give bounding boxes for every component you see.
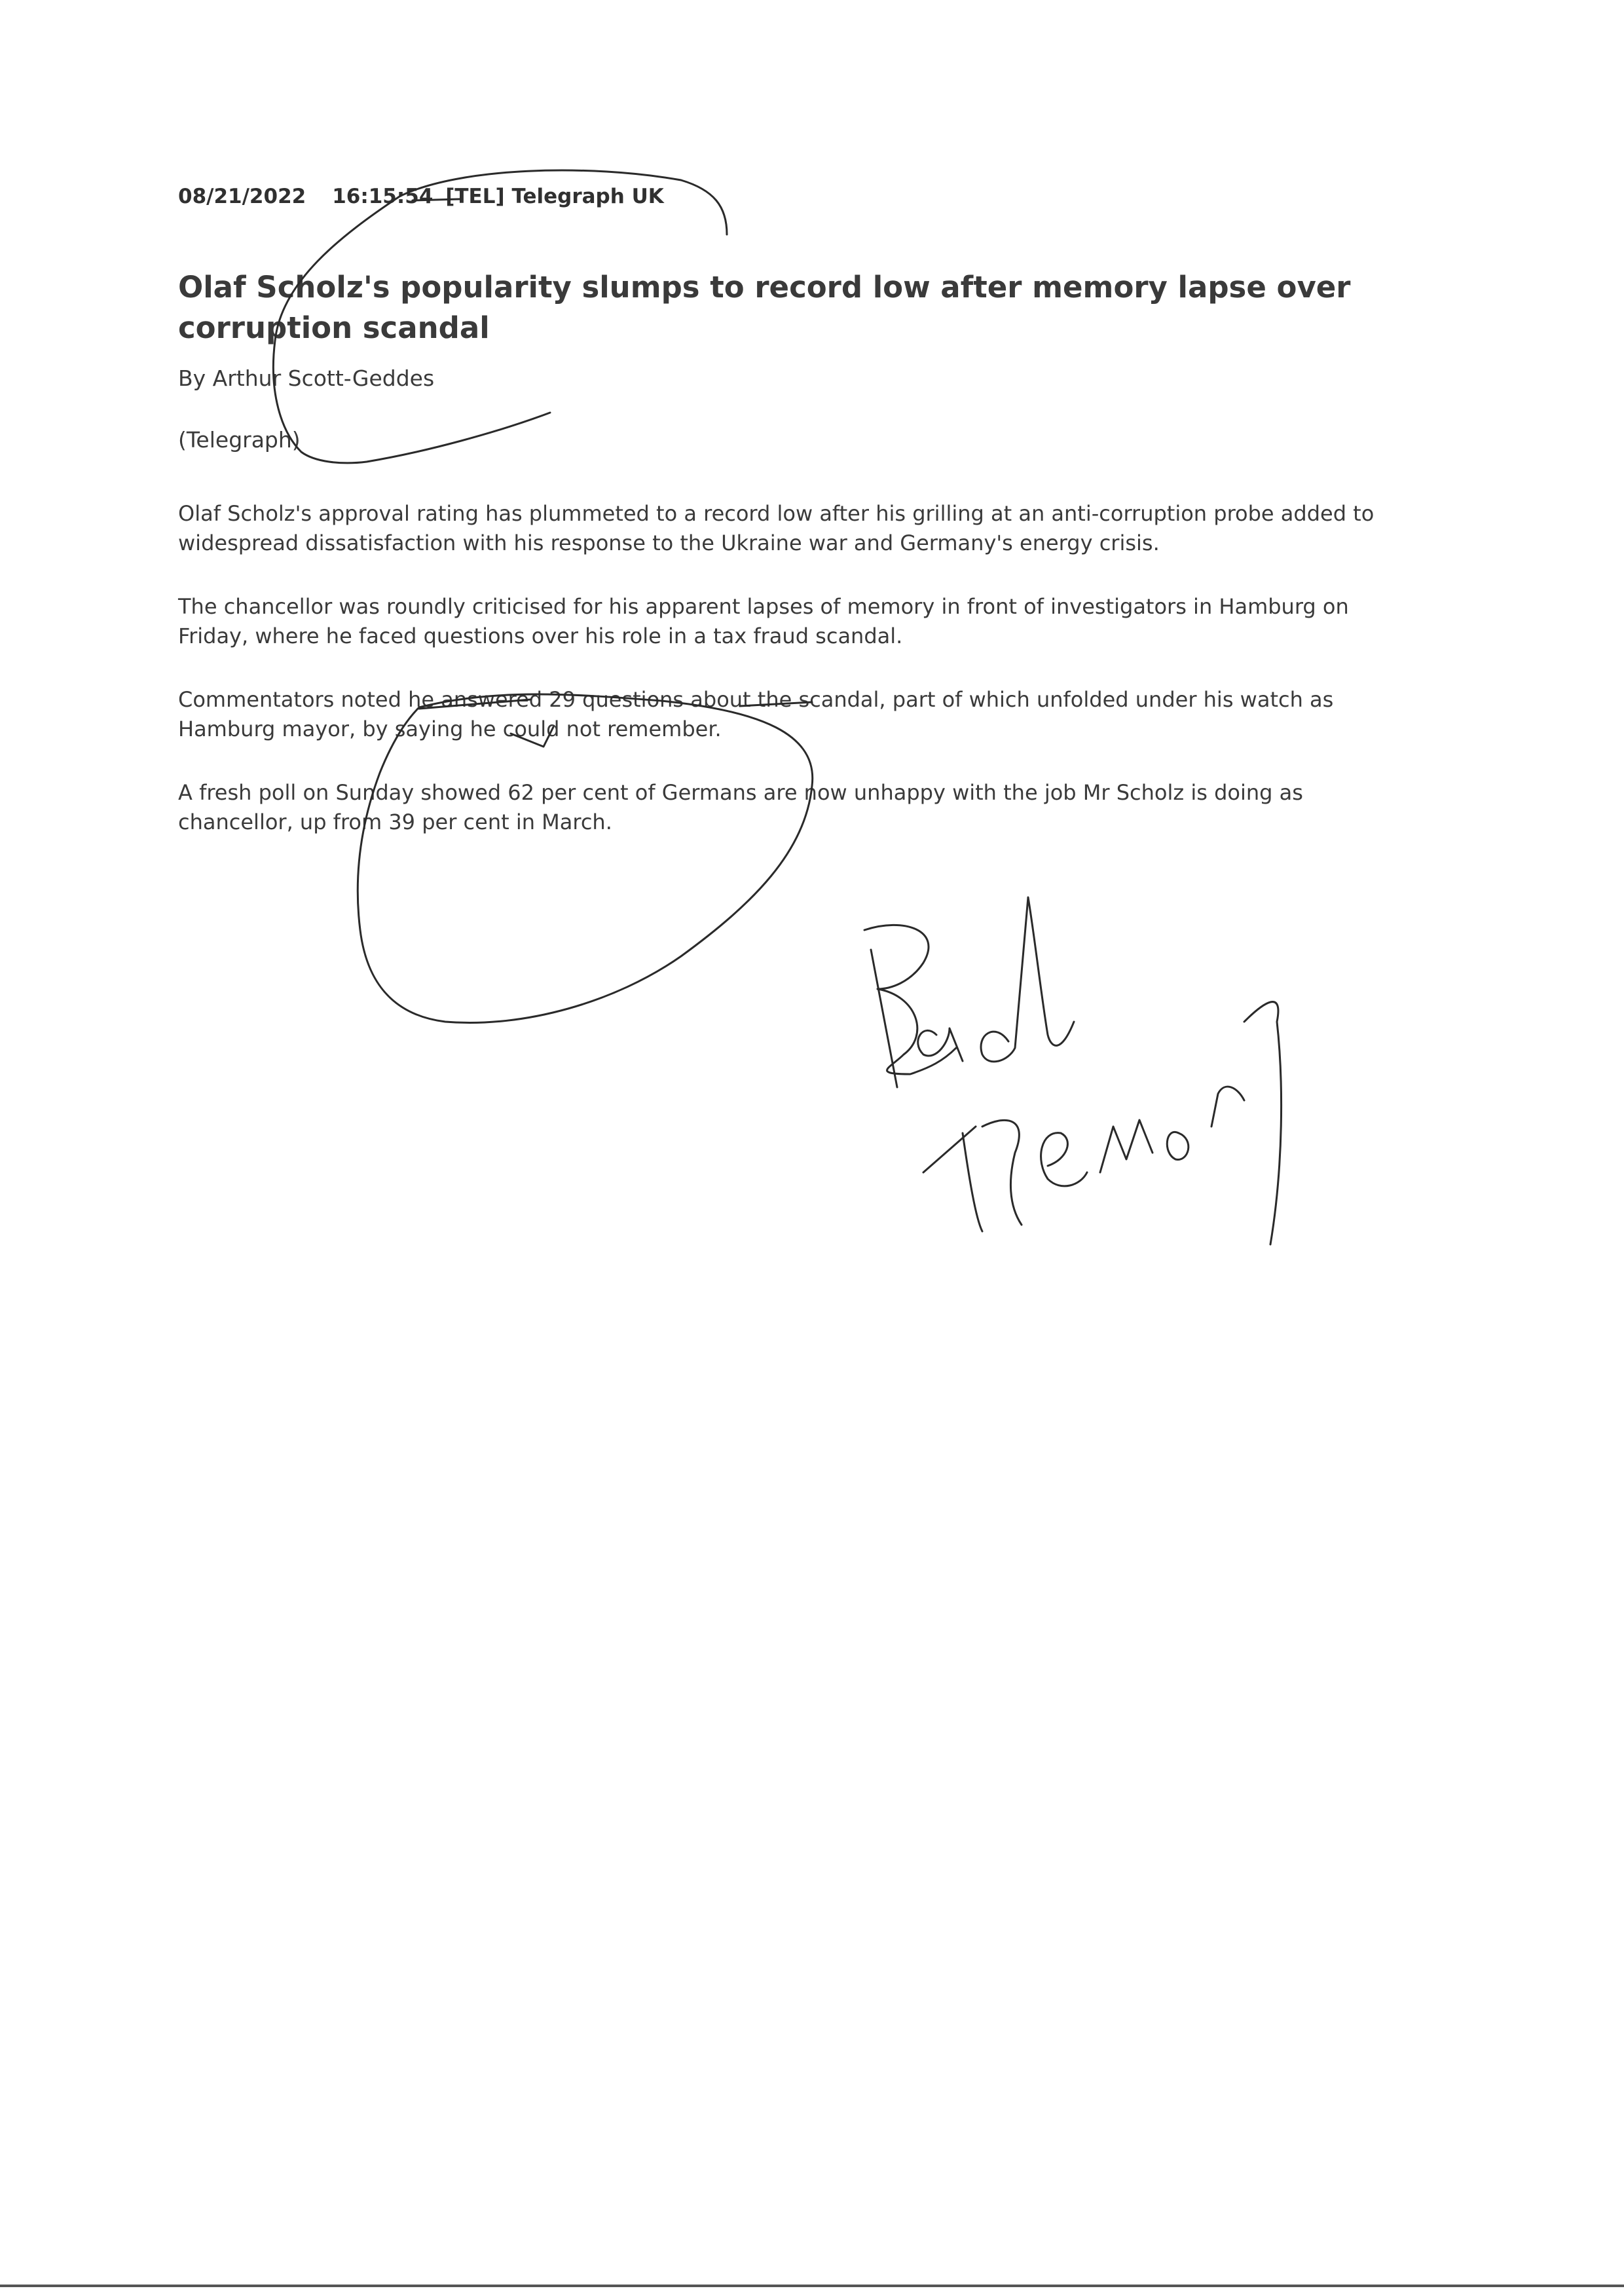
source-name: Telegraph UK	[511, 185, 664, 208]
ink-letter-y	[1244, 1002, 1282, 1244]
article-paragraph: Olaf Scholz's approval rating has plummeted to a record low after his grilling at an anti-corruption probe added to widespread dissatisfaction with his response to the Ukraine war and Germany's energy crisis.	[178, 501, 1375, 555]
ink-letter-d	[981, 897, 1074, 1062]
bottom-rule	[0, 2285, 1624, 2287]
article-headline: Olaf Scholz's popularity slumps to record low after memory lapse over corruption scandal	[178, 270, 1351, 345]
ink-letter-r	[1211, 1087, 1244, 1127]
article-paragraph: A fresh poll on Sunday showed 62 per cent of Germans are now unhappy with the job Mr Scholz is doing as chancellor, up from 39 per cent in March.	[178, 780, 1303, 834]
ink-letter-e	[1041, 1133, 1087, 1186]
ink-letter-a	[918, 1028, 963, 1061]
ink-letter-b	[864, 925, 956, 1087]
article-body	[178, 499, 1396, 871]
article-paragraph: The chancellor was roundly criticised for his apparent lapses of memory in front of investigators in Hamburg on Friday, where he faced questions over his role in a tax fraud scandal.	[178, 594, 1349, 648]
ink-letter-m2	[1100, 1120, 1153, 1172]
article-date: 08/21/2022	[178, 185, 306, 208]
article-paragraph: Commentators noted he answered 29 questions about the scandal, part of which unfolded under his watch as Hamburg mayor, by saying he could not remember.	[178, 687, 1334, 741]
article-meta	[178, 185, 664, 208]
article-dateline: (Telegraph)	[178, 427, 301, 453]
article-time: 16:15:54	[332, 185, 434, 208]
source-code: [TEL]	[445, 185, 505, 208]
ink-letter-m	[923, 1120, 1022, 1231]
article-byline: By Arthur Scott-Geddes	[178, 365, 435, 391]
ink-letter-o	[1167, 1132, 1189, 1159]
